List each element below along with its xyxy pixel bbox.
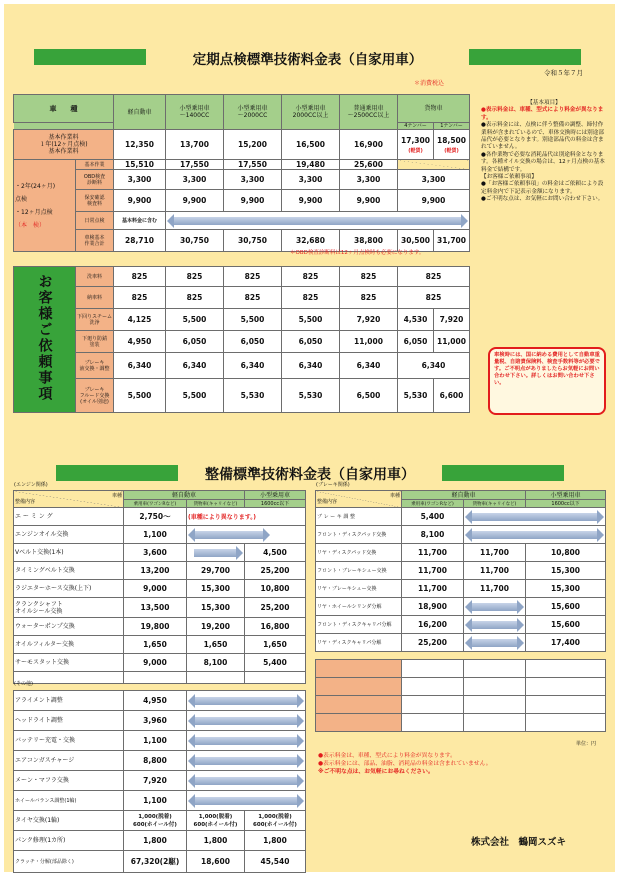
arrow-icon: [173, 217, 462, 225]
cell: 8,800: [124, 751, 187, 771]
cell: 825: [398, 267, 470, 287]
col-header: 普通乗用車 ～2500CC以上: [340, 95, 398, 130]
arrow-cell: [187, 771, 306, 791]
cell: 6,340: [166, 353, 224, 379]
engine-section-label: (エンジン関係): [14, 482, 48, 488]
date: 令和５年７月: [544, 69, 583, 77]
cell: 825: [224, 267, 282, 287]
blank-grid: [315, 659, 606, 732]
arrow-icon: [194, 531, 264, 539]
cell: 6,340: [398, 353, 470, 379]
row-label: リヤ・ホイールシリンダ分解: [316, 598, 402, 616]
empty-cell: [398, 160, 470, 170]
cell: 11,700: [402, 544, 464, 562]
cell: 15,300: [526, 580, 606, 598]
row-label: エンジンオイル交換: [14, 526, 124, 544]
row-label: リヤ・ディスクパッド交換: [316, 544, 402, 562]
cell: 1,000(脱着) 600(ホイール付): [187, 811, 245, 831]
sub-header: 乗用車(ワゴンRなど): [124, 500, 187, 508]
row-label: 納車料: [76, 287, 114, 309]
blank-cell: [316, 678, 402, 696]
arrow-icon: [471, 639, 518, 647]
footer-notes: [318, 752, 608, 776]
cell: 18,900: [402, 598, 464, 616]
request-table: [13, 266, 470, 413]
arrow-cell: [187, 751, 306, 771]
cell: 825: [398, 287, 470, 309]
cell: 13,700: [166, 130, 224, 160]
brake-table: [315, 490, 606, 652]
sub-header: 1600cc以下: [526, 500, 606, 508]
cell: 3,300: [166, 170, 224, 190]
cell: 30,500: [398, 230, 434, 252]
arrow-cell: [187, 731, 306, 751]
cell: 825: [282, 267, 340, 287]
cell: 8,100: [402, 526, 464, 544]
cell: 4,950: [114, 331, 166, 353]
cell: 9,900: [282, 190, 340, 212]
sub-header: 貨物車(キャリイなど): [187, 500, 245, 508]
cell: 9,900: [224, 190, 282, 212]
row-label: 日常点検: [76, 212, 114, 230]
cell: 1,800: [187, 831, 245, 851]
cell: 4,950: [124, 691, 187, 711]
arrow-cell: [187, 526, 306, 544]
arrow-cell: [464, 526, 606, 544]
row-label: 下回りスチーム 洗浄: [76, 309, 114, 331]
cell: 5,500: [166, 309, 224, 331]
cell: 9,900: [340, 190, 398, 212]
cell: 15,510: [114, 160, 166, 170]
row-label: ヘッドライト調整: [14, 711, 124, 731]
arrow-cell: [464, 634, 526, 652]
car-type-header: 車 種: [14, 95, 114, 123]
obd-note: ＊OBD検査診断料は12ヶ月点検時も必要になります。: [290, 250, 425, 256]
cell: 1,100: [124, 526, 187, 544]
shaken-notice-box: 車検時には、国に納める費用として自動車重量税、自賠責保険料、検査手数料等が必要です。ご不明点がありましたらお気軽にお問い合わせ下さい。詳しくはお問い合わせ下さい。: [488, 347, 606, 415]
row-label: サーモスタット交換: [14, 654, 124, 672]
row-label: 車検基本 作業合計: [76, 230, 114, 252]
sub-header: 4ナンバー: [398, 123, 434, 130]
cell: 32,680: [282, 230, 340, 252]
row-label: 洗車料: [76, 267, 114, 287]
footer-note: ※ご不明な点は、お気軽にお尋ねください。: [318, 769, 434, 775]
tax-note: ＊消費税込: [414, 80, 445, 87]
cell: 6,340: [224, 353, 282, 379]
corner-header: 車種 整備内容: [316, 491, 402, 508]
cell: 5,500: [166, 379, 224, 413]
cell: 5,530: [224, 379, 282, 413]
cell: 29,700: [187, 562, 245, 580]
cell: 6,050: [398, 331, 434, 353]
row-label: フロント・ディスクパッド交換: [316, 526, 402, 544]
page-title: 定期点検標準技術料金表（自家用車）: [192, 52, 423, 68]
cell: 15,300: [526, 562, 606, 580]
arrow-cell: [187, 691, 306, 711]
cell: 2,750～: [124, 508, 187, 526]
cell: 25,200: [245, 562, 306, 580]
sub-header: 1600cc以下: [245, 500, 306, 508]
page: [4, 4, 615, 872]
row-label: ホイールバランス調整(1輪): [14, 791, 124, 811]
sub-header: 乗用車(ワゴンRなど): [402, 500, 464, 508]
aiming-note: (車種により異なります。): [187, 508, 306, 526]
notes-panel: [481, 100, 607, 204]
blank-cell: [526, 714, 606, 732]
cell: 17,550: [224, 160, 282, 170]
kei-header: 軽自動車: [402, 491, 526, 500]
cell: 67,320(2駆): [124, 851, 187, 873]
other-table: [13, 690, 306, 873]
cell: 16,200: [402, 616, 464, 634]
row-label: フロント・ブレーキシュー交換: [316, 562, 402, 580]
cell: 1,000(脱着) 600(ホイール付): [124, 811, 187, 831]
blank-cell: [316, 714, 402, 732]
cell: 10,800: [526, 544, 606, 562]
row-label: ブレーキ 液交換・調整: [76, 353, 114, 379]
arrow-cell: [464, 616, 526, 634]
cell: 7,920: [434, 309, 470, 331]
row-label: ウォーターポンプ交換: [14, 618, 124, 636]
arrow-icon: [471, 603, 518, 611]
blank-cell: [402, 678, 464, 696]
row-label: 基本作業: [76, 160, 114, 170]
cell: 15,600: [526, 616, 606, 634]
col-header: 小型乗用車 ～1400CC: [166, 95, 224, 130]
cell: 31,700: [434, 230, 470, 252]
cell: 18,500 (軽貨): [434, 130, 470, 160]
row-label: 下廻り防錆 塗装: [76, 331, 114, 353]
row-label: メーン・マフラ交換: [14, 771, 124, 791]
cell: 9,000: [124, 654, 187, 672]
arrow-icon: [471, 531, 598, 539]
footer-note: ●表示料金は、車種、型式により料金が異なります。: [318, 753, 456, 759]
row-label: タイミングベルト交換: [14, 562, 124, 580]
col-header: 貨物車: [398, 95, 470, 123]
cell: 825: [114, 267, 166, 287]
sub-header: 1ナンバー: [434, 123, 470, 130]
request-side-title: お客様ご依頼事項: [14, 267, 76, 413]
cell: 7,920: [124, 771, 187, 791]
cell: 9,900: [398, 190, 470, 212]
cell: 6,600: [434, 379, 470, 413]
row-label: オイルフィルター交換: [14, 636, 124, 654]
row-label: バッテリー充電・交換: [14, 731, 124, 751]
col-header: 小型乗用車 ～2000CC: [224, 95, 282, 130]
arrow-cell: [464, 598, 526, 616]
cell: 7,920: [340, 309, 398, 331]
other-section-label: (その他): [14, 681, 33, 687]
cell: 30,750: [166, 230, 224, 252]
cell: 9,900: [114, 190, 166, 212]
unit-label: 単位：円: [576, 741, 597, 747]
row-label: Vベルト交換(1本): [14, 544, 124, 562]
cell: 4,500: [245, 544, 306, 562]
cell: 18,600: [187, 851, 245, 873]
cell: 1,100: [124, 791, 187, 811]
notes-title: 【基本項目】: [527, 100, 561, 106]
row-label: OBD検査 診断料: [76, 170, 114, 190]
cell: 3,300: [340, 170, 398, 190]
row-label: フロント・ディスクキャリパ分解: [316, 616, 402, 634]
small-header: 小型乗用車: [245, 491, 306, 500]
basic-fee-label: 基本作業料 １年(12ヶ月点検) 基本作業料: [14, 130, 114, 160]
cell: 825: [282, 287, 340, 309]
arrow-icon: [194, 797, 298, 805]
cell: 11,700: [464, 544, 526, 562]
cell: 1,650: [245, 636, 306, 654]
cell: 17,400: [526, 634, 606, 652]
cell: 9,900: [166, 190, 224, 212]
cell: 5,530: [282, 379, 340, 413]
title-banner-2: [56, 464, 564, 482]
blank-cell: [402, 660, 464, 678]
blank-cell: [245, 672, 306, 684]
cell: 6,050: [282, 331, 340, 353]
col-header: 小型乗用車 2000CC以上: [282, 95, 340, 130]
cell: 8,100: [187, 654, 245, 672]
cell: 28,710: [114, 230, 166, 252]
row-label: エ ー ミ ン グ: [14, 508, 124, 526]
cell: 17,550: [166, 160, 224, 170]
note-item: ●表示料金は、車種、型式により料金が異なります。: [481, 107, 604, 121]
cell: 16,900: [340, 130, 398, 160]
blank-cell: [464, 714, 526, 732]
cell: 825: [114, 287, 166, 309]
row-label: ブ レ ー キ 調 整: [316, 508, 402, 526]
cell: 825: [224, 287, 282, 309]
cell: 19,480: [282, 160, 340, 170]
cell: 11,700: [464, 580, 526, 598]
note-item: ●表示料金には、点検に伴う整備の調整、締付作業料が含まれているので、車体交換時には別途部品代が必要となります。別途部品代の料金は含まれていません。: [481, 122, 604, 151]
arrow-icon: [194, 549, 237, 557]
cell: 5,530: [398, 379, 434, 413]
cell: 19,200: [187, 618, 245, 636]
row-label: クランクシャフト オイルシール交換: [14, 598, 124, 618]
cell: 11,000: [340, 331, 398, 353]
arrow-cell: [166, 212, 470, 230]
cell: 5,500: [224, 309, 282, 331]
cell: 19,800: [124, 618, 187, 636]
row-label: ラジエターホース交換(上下): [14, 580, 124, 598]
cell: 9,000: [124, 580, 187, 598]
cell: 10,800: [245, 580, 306, 598]
cell: 6,050: [166, 331, 224, 353]
sub-header: 貨物車(キャリイなど): [464, 500, 526, 508]
cell: 13,500: [124, 598, 187, 618]
cell: 25,200: [245, 598, 306, 618]
cell: 825: [340, 287, 398, 309]
cell: 15,300: [187, 598, 245, 618]
corner-header: 車種 整備内容: [14, 491, 124, 508]
arrow-cell: [187, 791, 306, 811]
blank-cell: [187, 672, 245, 684]
cell: 11,700: [402, 562, 464, 580]
arrow-icon: [471, 513, 598, 521]
cell: 12,350: [114, 130, 166, 160]
cell: 13,200: [124, 562, 187, 580]
cell: 825: [166, 287, 224, 309]
blank-cell: [464, 678, 526, 696]
blank-cell: [526, 696, 606, 714]
section-title: 整備標準技術料金表（自家用車）: [205, 467, 415, 483]
cell: 17,300 (軽貨): [398, 130, 434, 160]
row-label: リヤ・ディスクキャリパ分解: [316, 634, 402, 652]
row-label: タイヤ交換(1輪): [14, 811, 124, 831]
shaken-group-label: ・2年(24ヶ月) 点検 ・12ヶ月点検 （本 検）: [14, 160, 76, 252]
cell: 825: [340, 267, 398, 287]
row-label: アライメント調整: [14, 691, 124, 711]
blank-cell: [124, 672, 187, 684]
cell: 1,650: [187, 636, 245, 654]
cell: 3,600: [124, 544, 187, 562]
cell: 15,300: [187, 580, 245, 598]
blank-cell: [526, 660, 606, 678]
arrow-cell: [187, 711, 306, 731]
cell: 4,530: [398, 309, 434, 331]
cell: 4,125: [114, 309, 166, 331]
row-label: リヤ・ブレーキシュー交換: [316, 580, 402, 598]
row-label: エアコンガスチャージ: [14, 751, 124, 771]
cell: 25,600: [340, 160, 398, 170]
arrow-icon: [194, 737, 298, 745]
arrow-cell: [187, 544, 245, 562]
cell: 5,500: [282, 309, 340, 331]
cell: 11,700: [402, 580, 464, 598]
blank-cell: [402, 714, 464, 732]
cell: 15,600: [526, 598, 606, 616]
note-item: ●ご不明な点は、お気軽にお問い合わせ下さい。: [481, 196, 604, 203]
arrow-icon: [194, 697, 298, 705]
blank-cell: [464, 660, 526, 678]
arrow-icon: [194, 717, 298, 725]
cell: 3,960: [124, 711, 187, 731]
cell: 15,200: [224, 130, 282, 160]
cell: 825: [166, 267, 224, 287]
cell: 6,340: [282, 353, 340, 379]
blank-cell: [526, 678, 606, 696]
row-label: クラッチ・分解(部品除く): [14, 851, 124, 873]
arrow-icon: [471, 621, 518, 629]
inspection-table: [13, 94, 470, 252]
cell: 1,000(脱着) 600(ホイール付): [245, 811, 306, 831]
arrow-icon: [194, 777, 298, 785]
cell: 16,500: [282, 130, 340, 160]
blank-cell: [316, 696, 402, 714]
customer-title: 【お客様ご依頼事項】: [481, 174, 537, 181]
footer-note: ●表示料金には、部品、油脂、消耗品の料金は含まれていません。: [318, 761, 492, 767]
cell: 30,750: [224, 230, 282, 252]
cell: 3,300: [282, 170, 340, 190]
engine-table: [13, 490, 306, 684]
included-note: 基本料金に含む: [114, 212, 166, 230]
arrow-cell: [464, 508, 606, 526]
cell: 3,300: [398, 170, 470, 190]
company-name: 株式会社 鶴岡スズキ: [471, 837, 567, 848]
cell: 5,400: [402, 508, 464, 526]
small-header: 小型乗用車: [526, 491, 606, 500]
cell: 1,100: [124, 731, 187, 751]
cell: 38,800: [340, 230, 398, 252]
brake-section-label: (ブレーキ関係): [316, 482, 350, 488]
title-banner-1: [34, 48, 581, 66]
cell: 5,400: [245, 654, 306, 672]
cell: 6,050: [224, 331, 282, 353]
cell: 3,300: [224, 170, 282, 190]
cell: 1,650: [124, 636, 187, 654]
blank-cell: [464, 696, 526, 714]
cell: 11,700: [464, 562, 526, 580]
cell: 1,800: [124, 831, 187, 851]
cell: 1,800: [245, 831, 306, 851]
note-item: ●「お客様ご依頼事項」の料金はご依頼により設定料金内で下記表示金額になります。: [481, 181, 604, 195]
note-item: ●各作業物で必要な消耗品代は別途料金となります。各種オイル交換の場合は、12ヶ月点検の基本料金で結構です。: [481, 151, 605, 173]
cell: 3,300: [114, 170, 166, 190]
arrow-icon: [194, 757, 298, 765]
kei-header: 軽自動車: [124, 491, 245, 500]
blank-cell: [402, 696, 464, 714]
cell: 16,800: [245, 618, 306, 636]
cell: 25,200: [402, 634, 464, 652]
cell: 6,500: [340, 379, 398, 413]
cell: 5,500: [114, 379, 166, 413]
row-label: 保安確認 検査料: [76, 190, 114, 212]
cell: 11,000: [434, 331, 470, 353]
col-header: 軽自動車: [114, 95, 166, 130]
blank-cell: [316, 660, 402, 678]
cell: 6,340: [340, 353, 398, 379]
row-label: ブレーキ フルード交換 (オイル別途): [76, 379, 114, 413]
cell: 45,540: [245, 851, 306, 873]
row-label: パンク修理(1カ所): [14, 831, 124, 851]
cell: 6,340: [114, 353, 166, 379]
